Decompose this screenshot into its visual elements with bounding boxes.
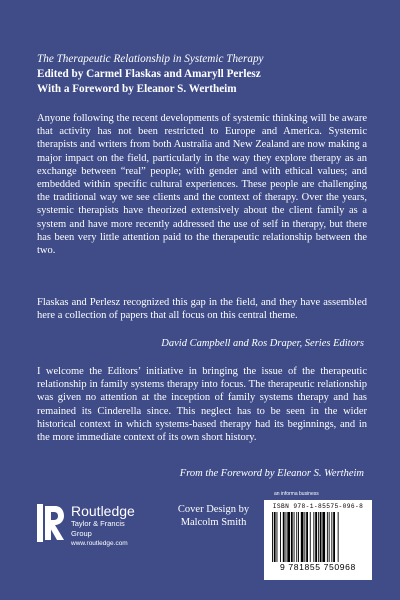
barcode-bar <box>286 512 287 562</box>
barcode-bar <box>291 512 293 562</box>
book-header <box>37 52 367 97</box>
blurb-paragraph-2: Flaskas and Perlesz recognized this gap in the field, and they have assembled here a collection of papers that all focus on this central theme. <box>37 297 367 322</box>
barcode-number: 9 781855 750968 <box>280 562 356 572</box>
barcode-bar <box>320 512 322 562</box>
blurb-paragraph-1: Anyone following the recent developments of systemic thinking will be aware that activity has not been restricted to Europe and America. Systemic therapists and writers from both Australia and New Zealand are now making a major impact on the field, particularly in the way they explore therapy as an exchange between “real” people; with gender and with ethical values; and embedded within specific cultural experiences. These people are challenging the traditional way we see clients and the context of therapy. Over the years, systemic therapists have theorized extensively about the client family as a system and have more recently addressed the use of self in therapy, but there has been very little attention paid to the therapeutic relationship between the two. <box>37 113 367 257</box>
barcode-bar <box>315 512 317 562</box>
routledge-logo <box>37 500 147 546</box>
isbn-text: ISBN 978-1-85575-096-8 <box>272 503 364 510</box>
barcode-bar <box>280 512 281 562</box>
series-editors-attribution: David Campbell and Ros Draper, Series Editors <box>161 338 364 349</box>
barcode-bar <box>322 512 325 562</box>
barcode-bar <box>306 512 308 562</box>
barcode-bar <box>331 512 332 562</box>
barcode-bar <box>333 512 335 562</box>
barcode-bar <box>338 512 339 562</box>
cover-design-line-2: Malcolm Smith <box>180 517 247 528</box>
informa-tag: an informa business <box>274 491 319 497</box>
blurb-paragraph-3: I welcome the Editors’ initiative in bringing the issue of the therapeutic relationship in family systems therapy into focus. The therapeutic relationship was given no attention at the inception of family systems therapy and has remained its Cinderella since. This neglect has to be seen in the wider historical context in which systems-based therapy had its beginnings, and in the more immediate context of its own short history. <box>37 366 367 444</box>
barcode-bar <box>327 512 328 562</box>
publisher-url: www.routledge.com <box>71 540 128 547</box>
barcode-bar <box>287 512 290 562</box>
book-editors: Edited by Carmel Flaskas and Amaryll Perlesz <box>37 68 261 80</box>
barcode-panel <box>264 500 372 580</box>
barcode-bar <box>313 512 314 562</box>
foreword-attribution: From the Foreword by Eleanor S. Wertheim <box>179 468 364 479</box>
barcode-bar <box>283 512 285 562</box>
cover-design-credit <box>166 503 261 529</box>
barcode-bar <box>304 512 305 562</box>
publisher-name: Routledge <box>71 503 135 519</box>
book-title: The Therapeutic Relationship in Systemic Therapy <box>37 53 264 65</box>
barcode-bar <box>329 512 330 562</box>
barcode-icon <box>272 512 366 562</box>
publisher-group: Taylor & Francis Group <box>71 519 125 538</box>
barcode-bar <box>310 512 311 562</box>
book-foreword-credit: With a Foreword by Eleanor S. Wertheim <box>37 83 237 95</box>
cover-design-line-1: Cover Design by <box>177 504 250 515</box>
barcode-bar <box>294 512 295 562</box>
barcode-bar <box>318 512 319 562</box>
barcode-bar <box>296 512 297 562</box>
barcode-bar <box>301 512 304 562</box>
routledge-r-icon <box>37 504 65 542</box>
barcode-bar <box>277 512 278 562</box>
barcode-bar <box>274 512 276 562</box>
barcode-bar <box>272 512 273 562</box>
barcode-bar <box>298 512 299 562</box>
